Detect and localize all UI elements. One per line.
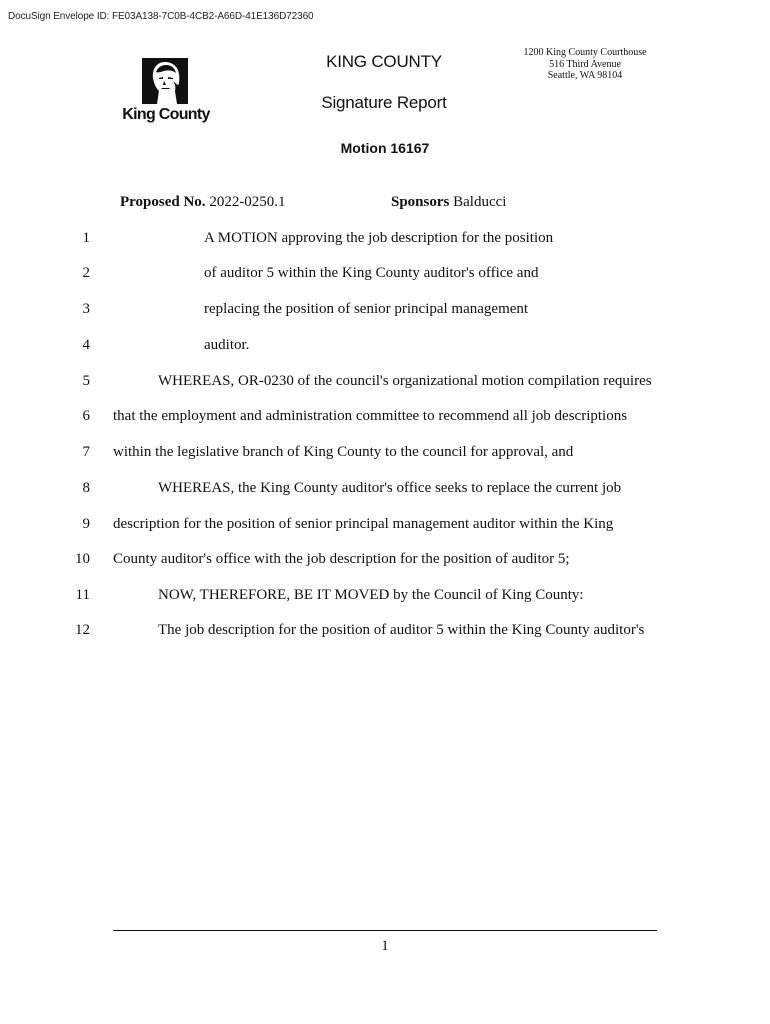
document-line [0, 444, 770, 464]
document-line [0, 230, 770, 250]
logo-text: King County [122, 106, 210, 123]
line-text: WHEREAS, OR-0230 of the council's organizational motion compilation requires [158, 373, 652, 389]
line-text: NOW, THEREFORE, BE IT MOVED by the Council of King County: [158, 587, 584, 603]
footer-divider [113, 930, 657, 931]
line-number: 7 [82, 444, 90, 460]
document-line [0, 480, 770, 500]
line-text: within the legislative branch of King County to the council for approval, and [113, 444, 574, 460]
document-line [0, 622, 770, 642]
line-number: 11 [75, 587, 90, 603]
document-line [0, 408, 770, 428]
line-text: The job description for the position of auditor 5 within the King County auditor's [158, 622, 645, 638]
report-title: Signature Report [321, 93, 447, 112]
line-number: 8 [82, 480, 90, 496]
line-number: 3 [82, 301, 90, 317]
line-text: of auditor 5 within the King County auditor's office and [204, 265, 539, 281]
sponsors [391, 194, 506, 211]
proposed-label: Proposed No. [120, 194, 206, 210]
line-text: County auditor's office with the job description for the position of auditor 5; [113, 551, 570, 567]
line-text: A MOTION approving the job description for the position [204, 230, 554, 246]
line-number: 10 [75, 551, 90, 567]
king-county-logo [118, 58, 214, 128]
line-number: 1 [82, 230, 90, 246]
line-number: 9 [82, 516, 90, 532]
address-line: 1200 King County Courthouse [523, 47, 647, 58]
sponsors-label: Sponsors [391, 194, 450, 210]
document-line [0, 551, 770, 571]
address-block [510, 47, 660, 82]
document-line [0, 265, 770, 285]
document-line [0, 301, 770, 321]
page-number: 1 [381, 938, 389, 954]
line-number: 6 [82, 408, 90, 424]
line-text: auditor. [204, 337, 250, 353]
line-number: 12 [75, 622, 90, 638]
document-line [0, 516, 770, 536]
line-number: 4 [82, 337, 90, 353]
line-text: replacing the position of senior principal management [204, 301, 529, 317]
document-line [0, 587, 770, 607]
line-text: that the employment and administration committee to recommend all job descriptions [113, 408, 628, 424]
document-line [0, 373, 770, 393]
mlk-portrait-icon [142, 58, 188, 104]
proposed-value: 2022-0250.1 [209, 194, 286, 210]
proposed-number [120, 194, 286, 211]
line-number: 5 [82, 373, 90, 389]
line-number: 2 [82, 265, 90, 281]
document-line [0, 337, 770, 357]
line-text: description for the position of senior principal management auditor within the King [113, 516, 614, 532]
line-text: WHEREAS, the King County auditor's office seeks to replace the current job [158, 480, 622, 496]
address-line: 516 Third Avenue [549, 58, 621, 70]
motion-number: Motion 16167 [340, 140, 430, 156]
sponsors-value: Balducci [453, 194, 507, 210]
address-line: Seattle, WA 98104 [547, 70, 623, 81]
docusign-envelope-id: DocuSign Envelope ID: FE03A138-7C0B-4CB2-A66D-41E136D72360 [8, 11, 314, 22]
organization-title: KING COUNTY [326, 52, 442, 71]
